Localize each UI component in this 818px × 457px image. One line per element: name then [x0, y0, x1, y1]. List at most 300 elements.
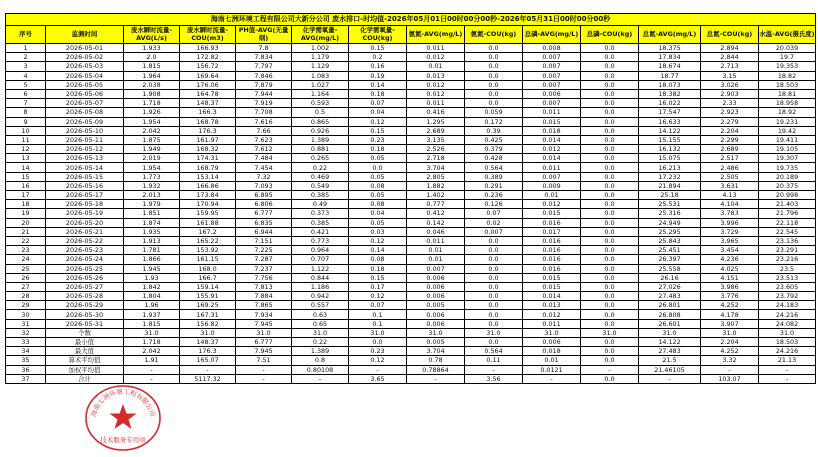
table-cell: -	[759, 365, 816, 374]
table-cell: 7.934	[236, 310, 292, 319]
table-cell: 27.483	[639, 347, 701, 356]
table-cell: 165.22	[180, 236, 236, 245]
table-cell: 148.37	[180, 338, 236, 347]
table-cell: 18.77	[639, 71, 701, 80]
table-cell: 2.204	[701, 338, 759, 347]
table-cell: 6.944	[236, 227, 292, 236]
table-cell: 156.82	[180, 319, 236, 328]
table-cell: 0.0	[349, 338, 407, 347]
table-cell: 0.373	[292, 209, 349, 218]
column-header: 总氮-COU(kg)	[701, 26, 759, 44]
table-cell: 0.07	[349, 99, 407, 108]
table-cell: 0.016	[523, 246, 581, 255]
table-cell: 167.2	[180, 227, 236, 236]
table-cell: 26	[6, 273, 46, 282]
table-cell: 0.005	[407, 301, 465, 310]
column-header: 总氮-AVG(mg/L)	[639, 26, 701, 44]
table-cell: 0.593	[292, 99, 349, 108]
table-cell: 0.007	[523, 172, 581, 181]
table-cell: 1.91	[124, 356, 180, 365]
table-cell: 0.18	[349, 145, 407, 154]
table-cell: 0.012	[523, 310, 581, 319]
table-cell: 0.22	[292, 338, 349, 347]
table-cell: 7.756	[236, 273, 292, 282]
table-cell: 5117.32	[180, 374, 236, 383]
table-cell: 19.411	[759, 135, 816, 144]
table-cell: 0.059	[465, 108, 523, 117]
table-cell: 0.08	[349, 181, 407, 190]
table-cell: -	[465, 365, 523, 374]
table-cell: 0.0	[581, 264, 639, 273]
table-cell: 7.237	[236, 264, 292, 273]
table-cell: 个数	[46, 328, 124, 337]
data-table	[5, 13, 816, 384]
table-cell: 2026-05-26	[46, 273, 124, 282]
table-cell: 0.0	[581, 108, 639, 117]
table-row	[6, 218, 816, 227]
table-cell: 23	[6, 246, 46, 255]
table-cell: 7.32	[236, 172, 292, 181]
column-header: 废水瞬时流量-COU(m3)	[180, 26, 236, 44]
table-cell: -	[407, 374, 465, 383]
table-cell: 0.006	[407, 319, 465, 328]
table-cell: 169.64	[180, 71, 236, 80]
table-cell: 18.958	[759, 99, 816, 108]
table-cell: 17.834	[639, 53, 701, 62]
table-cell: -	[523, 374, 581, 383]
table-cell: 4.13	[701, 191, 759, 200]
table-cell: 7.66	[236, 126, 292, 135]
table-cell: 1.122	[292, 264, 349, 273]
table-cell: 1.954	[124, 163, 180, 172]
table-cell: 0.0	[581, 374, 639, 383]
table-cell: 169.25	[180, 301, 236, 310]
table-cell: 25	[6, 264, 46, 273]
table-cell: 19.735	[759, 163, 816, 172]
table-cell: 0.012	[407, 80, 465, 89]
table-cell: 1.874	[124, 218, 180, 227]
table-cell: 31.0	[349, 328, 407, 337]
table-cell: 10	[6, 126, 46, 135]
table-cell: 0.78	[407, 356, 465, 365]
table-cell: 1	[6, 44, 46, 53]
table-cell: 26.601	[639, 319, 701, 328]
table-cell: 1.933	[124, 44, 180, 53]
table-cell: 25.18	[639, 191, 701, 200]
table-cell: 7.944	[236, 89, 292, 98]
table-cell: 0.964	[292, 246, 349, 255]
table-cell: 2.204	[701, 126, 759, 135]
table-cell: 0.385	[292, 218, 349, 227]
table-cell: 0.03	[349, 227, 407, 236]
table-cell: 2026-05-22	[46, 236, 124, 245]
table-cell: -	[236, 374, 292, 383]
table-row	[6, 44, 816, 53]
table-cell: 18.503	[759, 80, 816, 89]
table-row	[6, 80, 816, 89]
table-cell: 0.016	[523, 218, 581, 227]
table-cell: 7.612	[236, 145, 292, 154]
table-row	[6, 347, 816, 356]
table-cell: 37	[6, 374, 46, 383]
table-cell: 0.018	[523, 347, 581, 356]
table-cell: 1.96	[124, 301, 180, 310]
table-cell: 14.122	[639, 338, 701, 347]
table-cell: 0.126	[465, 200, 523, 209]
table-cell: 0.291	[465, 181, 523, 190]
table-row	[6, 273, 816, 282]
table-cell: 18.382	[639, 89, 701, 98]
table-cell: 1.932	[124, 181, 180, 190]
table-cell: 7.51	[236, 356, 292, 365]
table-cell: 2.505	[701, 172, 759, 181]
table-cell: 0.425	[465, 135, 523, 144]
table-cell: 31.0	[639, 328, 701, 337]
table-cell: 0.046	[407, 227, 465, 236]
table-cell: 0.0	[465, 53, 523, 62]
table-cell: 0.007	[465, 227, 523, 236]
table-cell: 3.729	[701, 227, 759, 236]
table-cell: 1.937	[124, 310, 180, 319]
table-cell: 0.01	[407, 246, 465, 255]
table-cell: 31.0	[236, 328, 292, 337]
table-cell: 0.0	[581, 356, 639, 365]
table-cell: 2.279	[701, 117, 759, 126]
table-cell: 0.01	[523, 191, 581, 200]
table-cell: 0.0	[465, 273, 523, 282]
table-cell: 32	[6, 328, 46, 337]
table-cell: 155.91	[180, 292, 236, 301]
table-cell: 2026-05-07	[46, 99, 124, 108]
table-cell: 1.842	[124, 282, 180, 291]
table-cell: 2026-05-15	[46, 172, 124, 181]
table-cell: 0.006	[407, 292, 465, 301]
table-cell: 14.122	[639, 126, 701, 135]
table-cell: -	[349, 365, 407, 374]
table-cell: 4	[6, 71, 46, 80]
table-cell: 0.013	[407, 71, 465, 80]
table-cell: -	[124, 374, 180, 383]
table-cell: -	[236, 365, 292, 374]
table-cell: 35	[6, 356, 46, 365]
table-cell: 0.5	[292, 108, 349, 117]
table-row	[6, 154, 816, 163]
table-cell: 0.17	[349, 282, 407, 291]
table-cell: 3.65	[349, 374, 407, 383]
table-cell: 7.093	[236, 181, 292, 190]
table-cell: 24.082	[759, 319, 816, 328]
table-cell: 加权平均值	[46, 365, 124, 374]
table-cell: 16	[6, 181, 46, 190]
table-cell: 1.402	[407, 191, 465, 200]
table-row	[6, 135, 816, 144]
table-cell: 0.0	[581, 218, 639, 227]
table-cell: 25.558	[639, 264, 701, 273]
column-header: 总磷-COU(kg)	[581, 26, 639, 44]
table-cell: 0.015	[523, 282, 581, 291]
table-cell: 0.0	[581, 200, 639, 209]
table-cell: 0.007	[407, 264, 465, 273]
table-cell: 0.0	[581, 117, 639, 126]
table-cell: 11	[6, 135, 46, 144]
table-cell: 23.291	[759, 246, 816, 255]
table-cell: 3.56	[465, 374, 523, 383]
table-cell: 0.0	[581, 135, 639, 144]
table-cell: 31.0	[180, 328, 236, 337]
table-cell: 7.454	[236, 163, 292, 172]
table-cell: 6	[6, 89, 46, 98]
table-cell: 20.375	[759, 181, 816, 190]
table-cell: 0.0	[581, 181, 639, 190]
table-cell: 7.616	[236, 117, 292, 126]
table-cell: 166.7	[180, 273, 236, 282]
table-cell: 2026-05-31	[46, 319, 124, 328]
table-cell: 0.01	[523, 356, 581, 365]
table-cell: 0.773	[292, 236, 349, 245]
table-cell: 33	[6, 338, 46, 347]
table-cell: 0.0	[465, 80, 523, 89]
table-cell: 2.894	[701, 44, 759, 53]
table-cell: 7.945	[236, 319, 292, 328]
table-cell: 19.353	[759, 62, 816, 71]
table-cell: 0.412	[407, 209, 465, 218]
seal-bottom-text: 技术服务专用章	[100, 436, 146, 444]
table-cell: 24.183	[759, 301, 816, 310]
table-cell: 29	[6, 301, 46, 310]
table-cell: 1.815	[124, 62, 180, 71]
table-cell: 172.82	[180, 53, 236, 62]
table-cell: 2026-05-14	[46, 163, 124, 172]
table-cell: 168.78	[180, 117, 236, 126]
table-cell: 0.0	[581, 347, 639, 356]
table-cell: 18.503	[759, 338, 816, 347]
table-cell: 2026-05-21	[46, 227, 124, 236]
table-row	[6, 172, 816, 181]
table-cell: 0.0	[465, 99, 523, 108]
table-row	[6, 246, 816, 255]
table-cell: 25.451	[639, 246, 701, 255]
table-cell: 1.851	[124, 209, 180, 218]
table-cell: 0.007	[523, 53, 581, 62]
table-cell: 0.0	[581, 145, 639, 154]
table-cell: 1.179	[292, 53, 349, 62]
table-row	[6, 126, 816, 135]
table-cell: 18.81	[759, 89, 816, 98]
table-cell: 0.05	[349, 191, 407, 200]
table-cell: 31.0	[407, 328, 465, 337]
table-cell: 7.865	[236, 301, 292, 310]
table-cell: 0.014	[523, 154, 581, 163]
seal-ring	[86, 386, 160, 450]
table-cell: 148.37	[180, 99, 236, 108]
table-cell: 7.151	[236, 236, 292, 245]
table-cell: 165.07	[180, 356, 236, 365]
table-row	[6, 264, 816, 273]
table-cell: 3.776	[701, 292, 759, 301]
table-cell: -	[292, 374, 349, 383]
table-cell: 0.469	[292, 172, 349, 181]
table-cell: 7	[6, 99, 46, 108]
table-cell: 0.707	[292, 255, 349, 264]
table-cell: 0.0	[465, 319, 523, 328]
table-cell: 27.026	[639, 282, 701, 291]
table-row	[6, 209, 816, 218]
table-cell: 174.31	[180, 154, 236, 163]
table-cell: 2	[6, 53, 46, 62]
table-cell: 3.704	[407, 163, 465, 172]
table-cell: 25.316	[639, 209, 701, 218]
table-cell: 0.008	[523, 44, 581, 53]
table-cell: 31.0	[292, 328, 349, 337]
table-cell: 1.389	[292, 135, 349, 144]
table-cell: 2.713	[701, 62, 759, 71]
table-cell: 3.135	[407, 135, 465, 144]
table-cell: 0.015	[523, 117, 581, 126]
table-cell: 0.236	[465, 191, 523, 200]
table-cell: 0.0	[581, 126, 639, 135]
table-cell: 15.155	[639, 135, 701, 144]
table-cell: 0.013	[523, 301, 581, 310]
table-cell: 0.0	[581, 191, 639, 200]
table-cell: 0.012	[523, 145, 581, 154]
table-cell: 0.389	[465, 172, 523, 181]
table-cell: 0.011	[523, 108, 581, 117]
table-cell: 7.797	[236, 62, 292, 71]
table-cell: 3.454	[701, 246, 759, 255]
table-cell: 6.777	[236, 338, 292, 347]
table-cell: 28	[6, 292, 46, 301]
table-cell: 31.0	[701, 328, 759, 337]
table-cell: 算术平均值	[46, 356, 124, 365]
table-cell: 2.844	[701, 53, 759, 62]
column-header: 氨氮-COU(kg)	[465, 26, 523, 44]
table-row	[6, 99, 816, 108]
report-title: 海南七洲环境工程有限公司大新分公司 废水排口-时均值-2026年05月01日00时00分00秒-2026年05月31日00时00分00秒	[6, 14, 816, 26]
table-cell: 0.0	[581, 310, 639, 319]
table-row	[6, 292, 816, 301]
table-cell: 0.05	[349, 218, 407, 227]
table-cell: 24	[6, 255, 46, 264]
table-row	[6, 338, 816, 347]
table-cell: 25.843	[639, 236, 701, 245]
table-row	[6, 145, 816, 154]
column-header: 化学需氧量-AVG(mg/L)	[292, 26, 349, 44]
official-seal	[83, 382, 163, 452]
table-cell: -	[701, 365, 759, 374]
table-cell: 25.531	[639, 200, 701, 209]
table-cell: 18	[6, 200, 46, 209]
table-cell: 4.104	[701, 200, 759, 209]
table-cell: 0.017	[523, 227, 581, 236]
table-cell: 0.016	[523, 255, 581, 264]
table-cell: 0.14	[349, 246, 407, 255]
table-cell: 1.389	[292, 347, 349, 356]
table-cell: 20.998	[759, 191, 816, 200]
table-cell: 24.949	[639, 218, 701, 227]
table-cell: 7.884	[236, 292, 292, 301]
table-cell: 0.006	[407, 282, 465, 291]
table-cell: 176.3	[180, 126, 236, 135]
table-cell: -	[639, 374, 701, 383]
table-cell: 0.8	[292, 356, 349, 365]
column-header: 废水瞬时流量-AVG(L/s)	[124, 26, 180, 44]
table-cell: 2026-05-05	[46, 80, 124, 89]
table-cell: 7.834	[236, 53, 292, 62]
table-cell: 7.919	[236, 99, 292, 108]
column-header: 水温-AVG(摄氏度)	[759, 26, 816, 44]
table-cell: 4.178	[701, 310, 759, 319]
table-cell: 2.517	[701, 154, 759, 163]
table-cell: 0.011	[407, 236, 465, 245]
table-cell: 2026-05-11	[46, 135, 124, 144]
table-cell: 1.866	[124, 255, 180, 264]
table-cell: 16.213	[639, 163, 701, 172]
table-cell: 2.689	[701, 145, 759, 154]
table-cell: 2026-05-27	[46, 282, 124, 291]
table-cell: 18.82	[759, 71, 816, 80]
table-cell: 0.018	[523, 126, 581, 135]
table-cell: 166.86	[180, 181, 236, 190]
table-cell: 2026-05-23	[46, 246, 124, 255]
table-cell: 24.216	[759, 310, 816, 319]
table-cell: 21.5	[639, 356, 701, 365]
table-cell: 1.718	[124, 338, 180, 347]
table-cell: 2.019	[124, 154, 180, 163]
table-cell: 0.007	[523, 62, 581, 71]
table-cell: 1.295	[407, 117, 465, 126]
table-cell: 4.025	[701, 264, 759, 273]
table-cell: 31.0	[523, 328, 581, 337]
table-cell: 26.808	[639, 310, 701, 319]
table-row	[6, 53, 816, 62]
table-row	[6, 374, 816, 383]
table-cell: 7.708	[236, 108, 292, 117]
table-row	[6, 200, 816, 209]
table-cell: 2026-05-29	[46, 301, 124, 310]
report-container	[5, 13, 815, 384]
table-cell: 1.945	[124, 264, 180, 273]
column-header: PH值-AVG(无量纲)	[236, 26, 292, 44]
table-cell: 23.136	[759, 236, 816, 245]
table-cell: 0.007	[523, 71, 581, 80]
table-cell: 0.0	[465, 338, 523, 347]
table-cell: 2026-05-24	[46, 255, 124, 264]
table-cell: 23.5	[759, 264, 816, 273]
table-cell: 0.04	[349, 108, 407, 117]
table-cell: 153.14	[180, 172, 236, 181]
table-cell: 0.16	[349, 62, 407, 71]
table-cell: 2026-05-10	[46, 126, 124, 135]
table-cell: 0.07	[349, 301, 407, 310]
table-cell: 0.0	[581, 154, 639, 163]
table-row	[6, 255, 816, 264]
table-cell: 0.0	[465, 236, 523, 245]
table-cell: 0.0	[465, 282, 523, 291]
table-cell: 0.006	[523, 338, 581, 347]
table-cell: -	[124, 365, 180, 374]
table-cell: 2.013	[124, 191, 180, 200]
table-cell: 19.7	[759, 53, 816, 62]
table-cell: 27.483	[639, 292, 701, 301]
table-cell: 0.80108	[292, 365, 349, 374]
table-cell: 34	[6, 347, 46, 356]
table-cell: 0.0	[465, 89, 523, 98]
table-cell: 2.042	[124, 347, 180, 356]
column-header: 氨氮-AVG(mg/L)	[407, 26, 465, 44]
table-cell: 0.564	[465, 347, 523, 356]
table-cell: 1.954	[124, 117, 180, 126]
table-cell: 0.01	[407, 62, 465, 71]
